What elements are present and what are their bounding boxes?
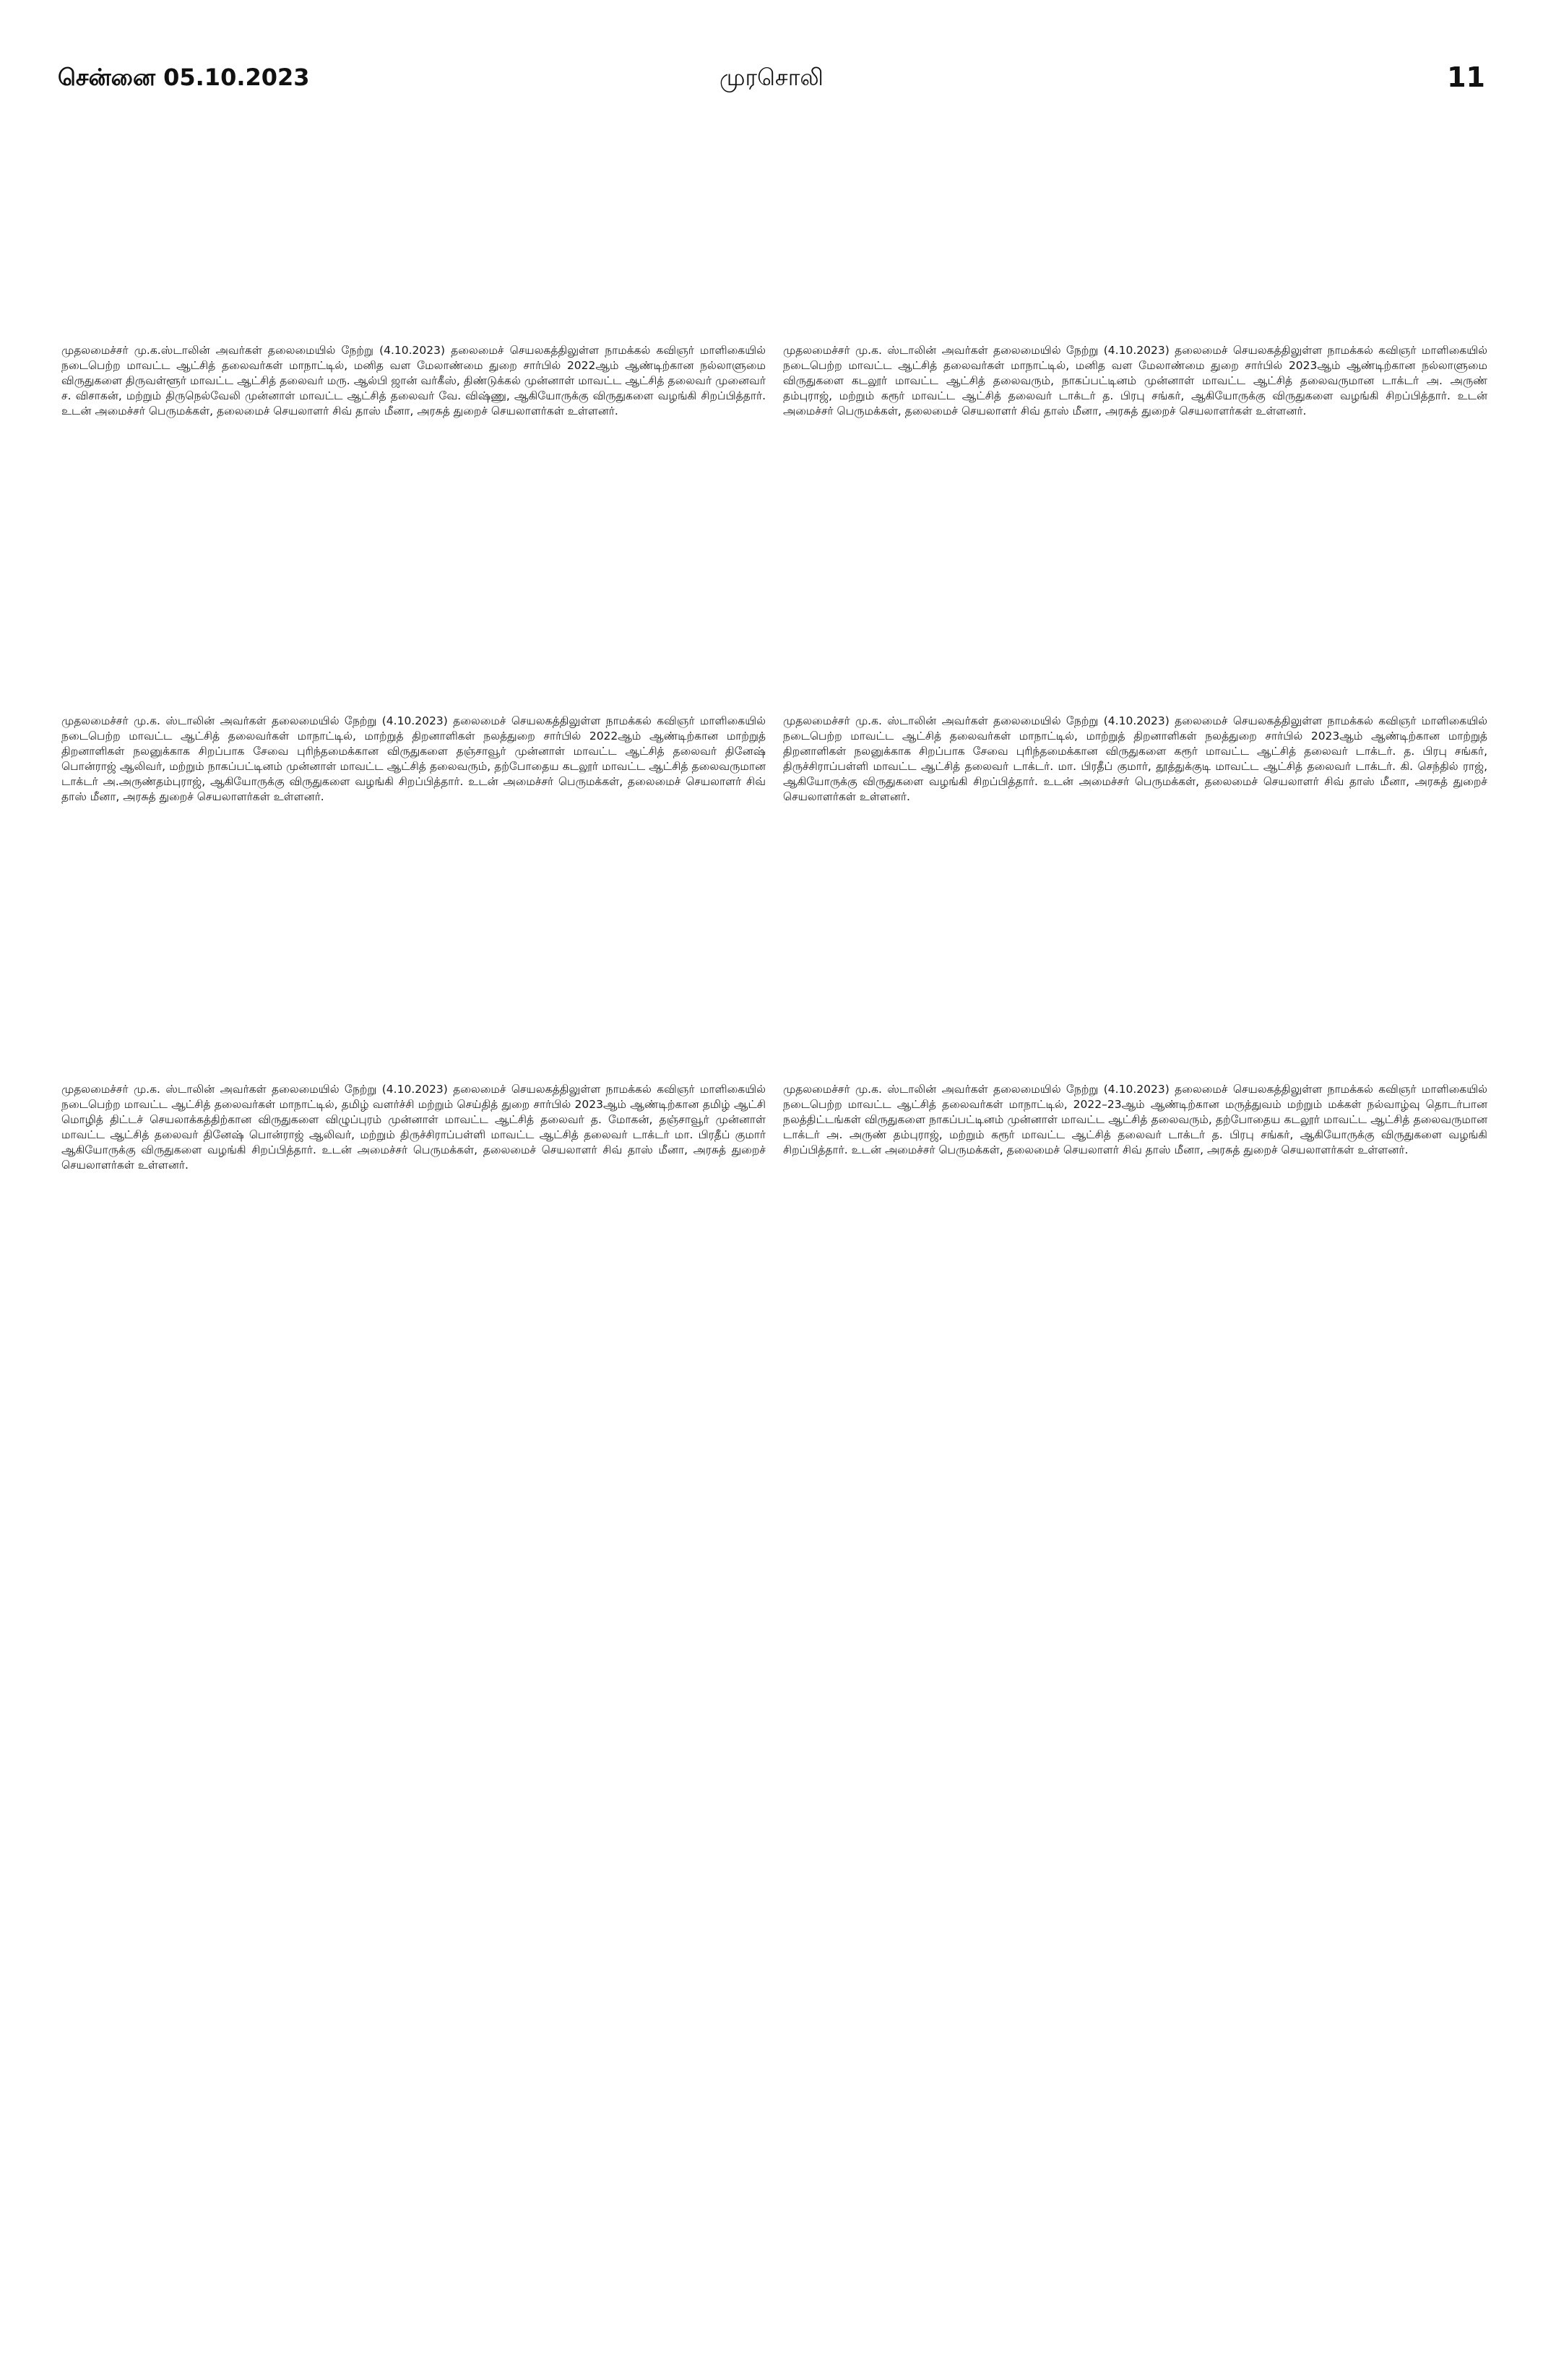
page-header xyxy=(58,59,1485,95)
dateline: சென்னை 05.10.2023 xyxy=(58,64,310,91)
photo-caption-6: முதலமைச்சர் மு.க. ஸ்டாலின் அவர்கள் தலைமையில் நேற்று (4.10.2023) தலைமைச் செயலகத்திலுள்ள நாமக்கல் கவிஞர் மாளிகையில் நடைபெற்ற மாவட்ட ஆட்சித் தலைவர்கள் மாநாட்டில், 2022–23ஆம் ஆண்டிற்கான மருத்துவம் மற்றும் மக்கள் நல்வாழ்வு தொடர்பான நலத்திட்டங்கள் விருதுகளை நாகப்பட்டினம் முன்னாள் மாவட்ட ஆட்சித் தலைவரும், தற்போதைய கடலூர் மாவட்ட ஆட்சித் தலைவருமான டாக்டர் அ. அருண் தம்புராஜ், மற்றும் கரூர் மாவட்ட ஆட்சித் தலைவர் டாக்டர் த. பிரபு சங்கர், ஆகியோருக்கு விருதுகளை வழங்கி சிறப்பித்தார். உடன் அமைச்சர் பெருமக்கள், தலைமைச் செயலாளர் சிவ் தாஸ் மீனா, அரசுத் துறைச் செயலாளர்கள் உள்ளனர். xyxy=(783,1083,1487,1156)
photo-caption-4: முதலமைச்சர் மு.க. ஸ்டாலின் அவர்கள் தலைமையில் நேற்று (4.10.2023) தலைமைச் செயலகத்திலுள்ள நாமக்கல் கவிஞர் மாளிகையில் நடைபெற்ற மாவட்ட ஆட்சித் தலைவர்கள் மாநாட்டில், மாற்றுத் திறனாளிகள் நலத்துறை சார்பில் 2023ஆம் ஆண்டிற்கான மாற்றுத் திறனாளிகள் நலனுக்காக சிறப்பாக சேவை புரிந்தமைக்கான விருதுகளை கரூர் மாவட்ட ஆட்சித் தலைவர் டாக்டர். த. பிரபு சங்கர், திருச்சிராப்பள்ளி மாவட்ட ஆட்சித் தலைவர் டாக்டர். மா. பிரதீப் குமார், தூத்துக்குடி மாவட்ட ஆட்சித் தலைவர் டாக்டர். கி. செந்தில் ராஜ், ஆகியோருக்கு விருதுகளை வழங்கி சிறப்பித்தார். உடன் அமைச்சர் பெருமக்கள், தலைமைச் செயலாளர் சிவ் தாஸ் மீனா, அரசுத் துறைச் செயலாளர்கள் உள்ளனர். xyxy=(783,714,1487,803)
masthead-title: முரசொலி xyxy=(719,64,824,91)
photo-caption-5: முதலமைச்சர் மு.க. ஸ்டாலின் அவர்கள் தலைமையில் நேற்று (4.10.2023) தலைமைச் செயலகத்திலுள்ள நாமக்கல் கவிஞர் மாளிகையில் நடைபெற்ற மாவட்ட ஆட்சித் தலைவர்கள் மாநாட்டில், தமிழ் வளர்ச்சி மற்றும் செய்தித் துறை சார்பில் 2023ஆம் ஆண்டிற்கான தமிழ் ஆட்சி மொழித் திட்டச் செயலாக்கத்திற்கான விருதுகளை விழுப்புரம் முன்னாள் மாவட்ட ஆட்சித் தலைவர் த. மோகன், தஞ்சாவூர் முன்னாள் மாவட்ட ஆட்சித் தலைவர் தினேஷ் பொன்ராஜ் ஆலிவர், மற்றும் திருச்சிராப்பள்ளி மாவட்ட ஆட்சித் தலைவர் டாக்டர் மா. பிரதீப் குமார் ஆகியோருக்கு விருதுகளை வழங்கி சிறப்பித்தார். உடன் அமைச்சர் பெருமக்கள், தலைமைச் செயலாளர் சிவ் தாஸ் மீனா, அரசுத் துறைச் செயலாளர்கள் உள்ளனர். xyxy=(61,1083,766,1172)
photo-caption-1: முதலமைச்சர் மு.க.ஸ்டாலின் அவர்கள் தலைமையில் நேற்று (4.10.2023) தலைமைச் செயலகத்திலுள்ள நாமக்கல் கவிஞர் மாளிகையில் நடைபெற்ற மாவட்ட ஆட்சித் தலைவர்கள் மாநாட்டில், மனித வள மேலாண்மை துறை சார்பில் 2022ஆம் ஆண்டிற்கான நல்லாளுமை விருதுகளை திருவள்ளூர் மாவட்ட ஆட்சித் தலைவர் மரு. ஆல்பி ஜான் வர்கீஸ், திண்டுக்கல் முன்னாள் மாவட்ட ஆட்சித் தலைவர் முனைவர் ச. விசாகன், மற்றும் திருநெல்வேலி முன்னாள் மாவட்ட ஆட்சித் தலைவர் வே. விஷ்ணு, ஆகியோருக்கு விருதுகளை வழங்கி சிறப்பித்தார். உடன் அமைச்சர் பெருமக்கள், தலைமைச் செயலாளர் சிவ் தாஸ் மீனா, அரசுத் துறைச் செயலாளர்கள் உள்ளனர். xyxy=(61,344,766,417)
photo-caption-3: முதலமைச்சர் மு.க. ஸ்டாலின் அவர்கள் தலைமையில் நேற்று (4.10.2023) தலைமைச் செயலகத்திலுள்ள நாமக்கல் கவிஞர் மாளிகையில் நடைபெற்ற மாவட்ட ஆட்சித் தலைவர்கள் மாநாட்டில், மாற்றுத் திறனாளிகள் நலத்துறை சார்பில் 2022ஆம் ஆண்டிற்கான மாற்றுத் திறனாளிகள் நலனுக்காக சிறப்பாக சேவை புரிந்தமைக்கான விருதுகளை தஞ்சாவூர் முன்னாள் மாவட்ட ஆட்சித் தலைவர் தினேஷ் பொன்ராஜ் ஆலிவர், மற்றும் நாகப்பட்டினம் முன்னாள் மாவட்ட ஆட்சித் தலைவரும், தற்போதைய கடலூர் மாவட்ட ஆட்சித் தலைவருமான டாக்டர் அ.அருண்தம்புராஜ், ஆகியோருக்கு விருதுகளை வழங்கி சிறப்பித்தார். உடன் அமைச்சர் பெருமக்கள், தலைமைச் செயலாளர் சிவ் தாஸ் மீனா, அரசுத் துறைச் செயலாளர்கள் உள்ளனர். xyxy=(61,714,766,803)
page-number: 11 xyxy=(1447,61,1485,93)
photo-caption-2: முதலமைச்சர் மு.க. ஸ்டாலின் அவர்கள் தலைமையில் நேற்று (4.10.2023) தலைமைச் செயலகத்திலுள்ள நாமக்கல் கவிஞர் மாளிகையில் நடைபெற்ற மாவட்ட ஆட்சித் தலைவர்கள் மாநாட்டில், மனித வள மேலாண்மை துறை சார்பில் 2023ஆம் ஆண்டிற்கான நல்லாளுமை விருதுகளை கடலூர் மாவட்ட ஆட்சித் தலைவரும், நாகப்பட்டினம் முன்னாள் மாவட்ட ஆட்சித் தலைவருமான டாக்டர் அ. அருண் தம்புராஜ், மற்றும் கரூர் மாவட்ட ஆட்சித் தலைவர் டாக்டர் த. பிரபு சங்கர், ஆகியோருக்கு விருதுகளை வழங்கி சிறப்பித்தார். உடன் அமைச்சர் பெருமக்கள், தலைமைச் செயலாளர் சிவ் தாஸ் மீனா, அரசுத் துறைச் செயலாளர்கள் உள்ளனர். xyxy=(783,344,1487,417)
